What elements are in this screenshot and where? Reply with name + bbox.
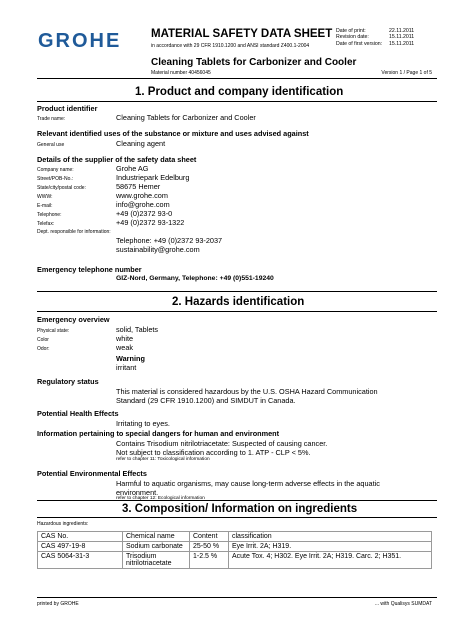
divider [37,101,437,102]
section-3-title: 3. Composition/ Information on ingredients [122,503,358,515]
table-cell: Trisodium nitrilotriacetate [123,552,190,569]
general-use-value: Cleaning agent [116,139,166,148]
hazard-class: irritant [116,363,137,372]
divider [37,500,437,501]
column-header: Chemical name [123,532,190,542]
table-header-row [38,532,432,542]
supplier-value: Industriepark Edelburg [116,173,190,182]
divider [37,597,437,598]
supplier-label: WWW: [37,194,53,200]
emergency-number: GIZ-Nord, Germany, Telephone: +49 (0)551-19240 [116,275,274,282]
supplier-value: www.grohe.com [116,191,168,200]
column-header: Content [190,532,229,542]
product-title: Cleaning Tablets for Carbonizer and Cooler [151,57,357,68]
supplier-label: Telephone: [37,212,62,218]
supplier-row [37,182,160,191]
meta-label: Revision date: [336,34,369,41]
grohe-logo: GROHE [38,30,122,52]
supplier-value: info@grohe.com [116,200,170,209]
color-value: white [116,334,134,343]
environmental-text-1: Harmful to aquatic organisms, may cause long-term adverse effects in the aquatic [116,479,380,488]
supplier-value: +49 (0)2372 93-0 [116,209,173,218]
meta-label: Date of first version: [336,40,383,47]
supplier-label: Company name: [37,167,74,173]
supplier-row [37,173,189,182]
product-identifier-heading: Product identifier [37,104,98,113]
document-title: MATERIAL SAFETY DATA SHEET [151,28,333,40]
emergency-heading: Emergency telephone number [37,265,142,274]
footer-software: ... with Qualisys SUMDAT [374,601,432,607]
supplier-label: Telefax: [37,221,55,227]
special-dangers-heading: Information pertaining to special dangers for human and environment [37,429,280,438]
regulatory-heading: Regulatory status [37,377,99,386]
toxicology-reference: refer to chapter 11: Toxicological information [116,457,210,462]
odor-label: Odor: [37,346,50,352]
ecology-reference: refer to chapter 12: Ecological information [116,496,205,501]
supplier-label: Street/POB-No.: [37,176,74,182]
odor-value: weak [116,343,134,352]
dept-telephone: Telephone: +49 (0)2372 93-2037 [116,236,223,245]
supplier-row [37,218,184,227]
meta-value: 15.11.2011 [389,40,415,47]
color-row [37,334,133,343]
trade-name-row [37,113,256,122]
meta-label: Date of print: [336,28,366,34]
table-cell: Eye Irrit. 2A; H319. [229,542,432,552]
general-use-row [37,139,165,148]
table-cell: CAS 5064-31-3 [38,552,123,569]
divider [37,291,437,292]
ingredients-table [37,531,432,569]
section-1-title: 1. Product and company identification [135,86,344,98]
material-number: Material number 40456045 [151,70,211,76]
emergency-overview-heading: Emergency overview [37,315,110,324]
divider [37,517,437,518]
supplier-value: 58675 Hemer [116,182,161,191]
health-effects-text: Irritating to eyes. [116,419,170,428]
table-row [38,552,432,569]
color-label: Color [37,337,49,343]
table-cell: 25-50 % [190,542,229,552]
environmental-text-2: environment. [116,488,159,497]
supplier-row [37,209,172,218]
version-page: Version 1 / Page 1 of 5 [381,70,432,76]
regulatory-text-2: Standard (29 CFR 1910.1200) and SIMDUT in Canada. [116,396,296,405]
physical-state-row [37,325,158,334]
table-cell: CAS 497-19-8 [38,542,123,552]
table-row [38,542,432,552]
table-cell: Sodium carbonate [123,542,190,552]
dept-label: Dept. responsible for information: [37,229,111,235]
divider [37,78,437,79]
regulatory-text-1: This material is considered hazardous by the U.S. OSHA Hazard Communication [116,387,378,396]
supplier-row [37,164,148,173]
hazardous-ingredients-label: Hazardous ingredients: [37,521,89,527]
table-cell: 1-2.5 % [190,552,229,569]
supplier-label: State/city/postal code: [37,185,86,191]
column-header: classification [229,532,432,542]
supplier-label: E-mail: [37,203,53,209]
footer-printed-by: printed by GROHE [37,601,79,607]
signal-word: Warning [116,354,145,363]
general-use-label: General use [37,142,65,148]
odor-row [37,343,133,352]
trade-name-value: Cleaning Tablets for Carbonizer and Cooler [116,113,256,122]
physical-state-label: Physical state: [37,328,70,334]
supplier-value: +49 (0)2372 93-1322 [116,218,185,227]
supplier-row [37,191,168,200]
dept-email: sustainability@grohe.com [116,245,200,254]
column-header: CAS No. [38,532,123,542]
supplier-value: Grohe AG [116,164,149,173]
health-effects-heading: Potential Health Effects [37,409,119,418]
table-cell: Acute Tox. 4; H302. Eye Irrit. 2A; H319. Carc. 2; H351. [229,552,432,569]
trade-name-label: Trade name: [37,116,66,122]
section-2-title: 2. Hazards identification [172,296,305,308]
meta-value: 15.11.2011 [389,34,415,41]
meta-value: 22.11.2011 [389,28,415,34]
special-dangers-text-2: Not subject to classification according to 1. ATP - CLP < 5%. [116,448,311,457]
environmental-effects-heading: Potential Environmental Effects [37,469,147,478]
supplier-row [37,200,170,209]
special-dangers-text-1: Contains Trisodium nitrilotriacetate: Suspected of causing cancer. [116,439,328,448]
date-meta [336,28,414,47]
supplier-heading: Details of the supplier of the safety data sheet [37,155,197,164]
relevant-uses-heading: Relevant identified uses of the substance or mixture and uses advised against [37,129,309,138]
document-subtitle: in accordance with 29 CFR 1910.1200 and ANSI standard Z400.1-2004 [151,43,310,49]
physical-state-value: solid, Tablets [116,325,159,334]
divider [37,311,437,312]
